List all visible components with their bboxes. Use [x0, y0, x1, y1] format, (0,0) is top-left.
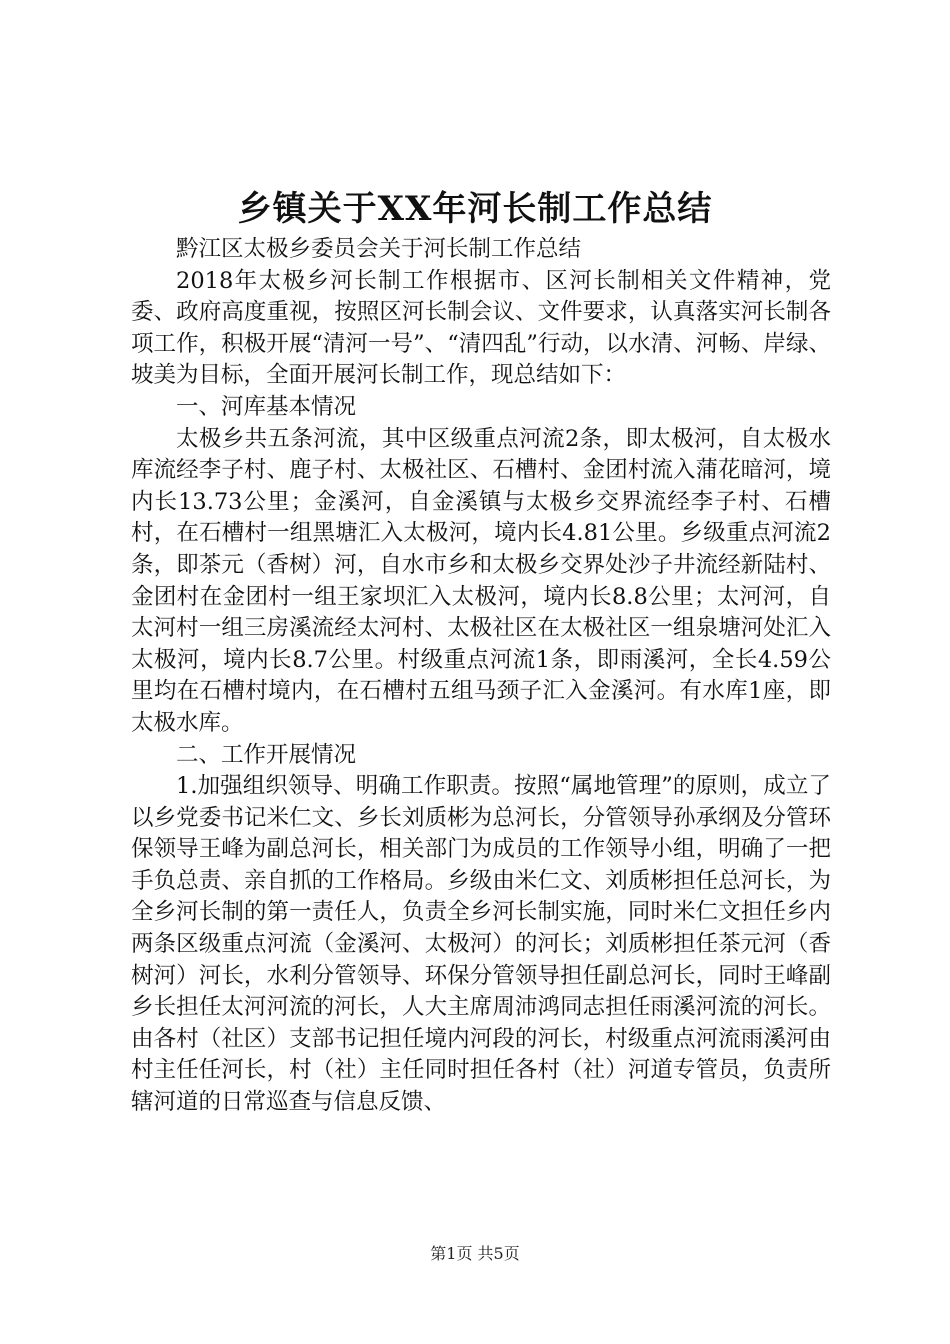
section-heading-1: 一、河库基本情况 — [176, 393, 357, 420]
page-footer: 第1页 共5页 — [430, 1244, 520, 1263]
document-title: 乡镇关于XX年河长制工作总结 — [237, 189, 713, 229]
paragraph-organization: 1.加强组织领导、明确工作职责。按照“属地管理”的原则，成立了以乡党委书记米仁文、乡长刘质彬为总河长，分管领导孙承纲及分管环保领导王峰为副总河长，相关部门为成员的工作领导小组，明确了一把手负总责、亲自抓的工作格局。乡级由米仁文、刘质彬担任总河长，为全乡河长制的第一责任人，负责全乡河长制实施，同时米仁文担任乡内两条区级重点河流（金溪河、太极河）的河长；刘质彬担任茶元河（香树河）河长，水利分管领导、环保分管领导担任副总河长，同时王峰副乡长担任太河河流的河长，人大主席周沛鸿同志担任雨溪河流的河长。由各村（社区）支部书记担任境内河段的河长，村级重点河流雨溪河由村主任任河长，村（社）主任同时担任各村（社）河道专管员，负责所辖河道的日常巡查与信息反馈、 — [131, 773, 831, 1116]
paragraph-river-overview: 太极乡共五条河流，其中区级重点河流2条，即太极河，自太极水库流经李子村、鹿子村、太极社区、石槽村、金团村流入蒲花暗河，境内长13.73公里；金溪河，自金溪镇与太极乡交界流经李子村、石槽村，在石槽村一组黑塘汇入太极河，境内长4.81公里。乡级重点河流2条，即茶元（香树）河，自水市乡和太极乡交界处沙子井流经新陆村、金团村在金团村一组王家坝汇入太极河，境内长8.8公里；太河河，自太河村一组三房溪流经太河村、太极社区在太极社区一组泉塘河处汇入太极河，境内长8.7公里。村级重点河流1条，即雨溪河，全长4.59公里均在石槽村境内，在石槽村五组马颈子汇入金溪河。有水库1座，即太极水库。 — [131, 425, 831, 736]
paragraph-intro: 2018年太极乡河长制工作根据市、区河长制相关文件精神，党委、政府高度重视，按照区河长制会议、文件要求，认真落实河长制各项工作，积极开展“清河一号”、“清四乱”行动，以水清、河畅、岸绿、坡美为目标，全面开展河长制工作，现总结如下： — [131, 267, 831, 389]
paragraph-subtitle: 黔江区太极乡委员会关于河长制工作总结 — [176, 236, 582, 262]
document-body — [131, 234, 831, 1119]
section-heading-2: 二、工作开展情况 — [176, 741, 357, 768]
